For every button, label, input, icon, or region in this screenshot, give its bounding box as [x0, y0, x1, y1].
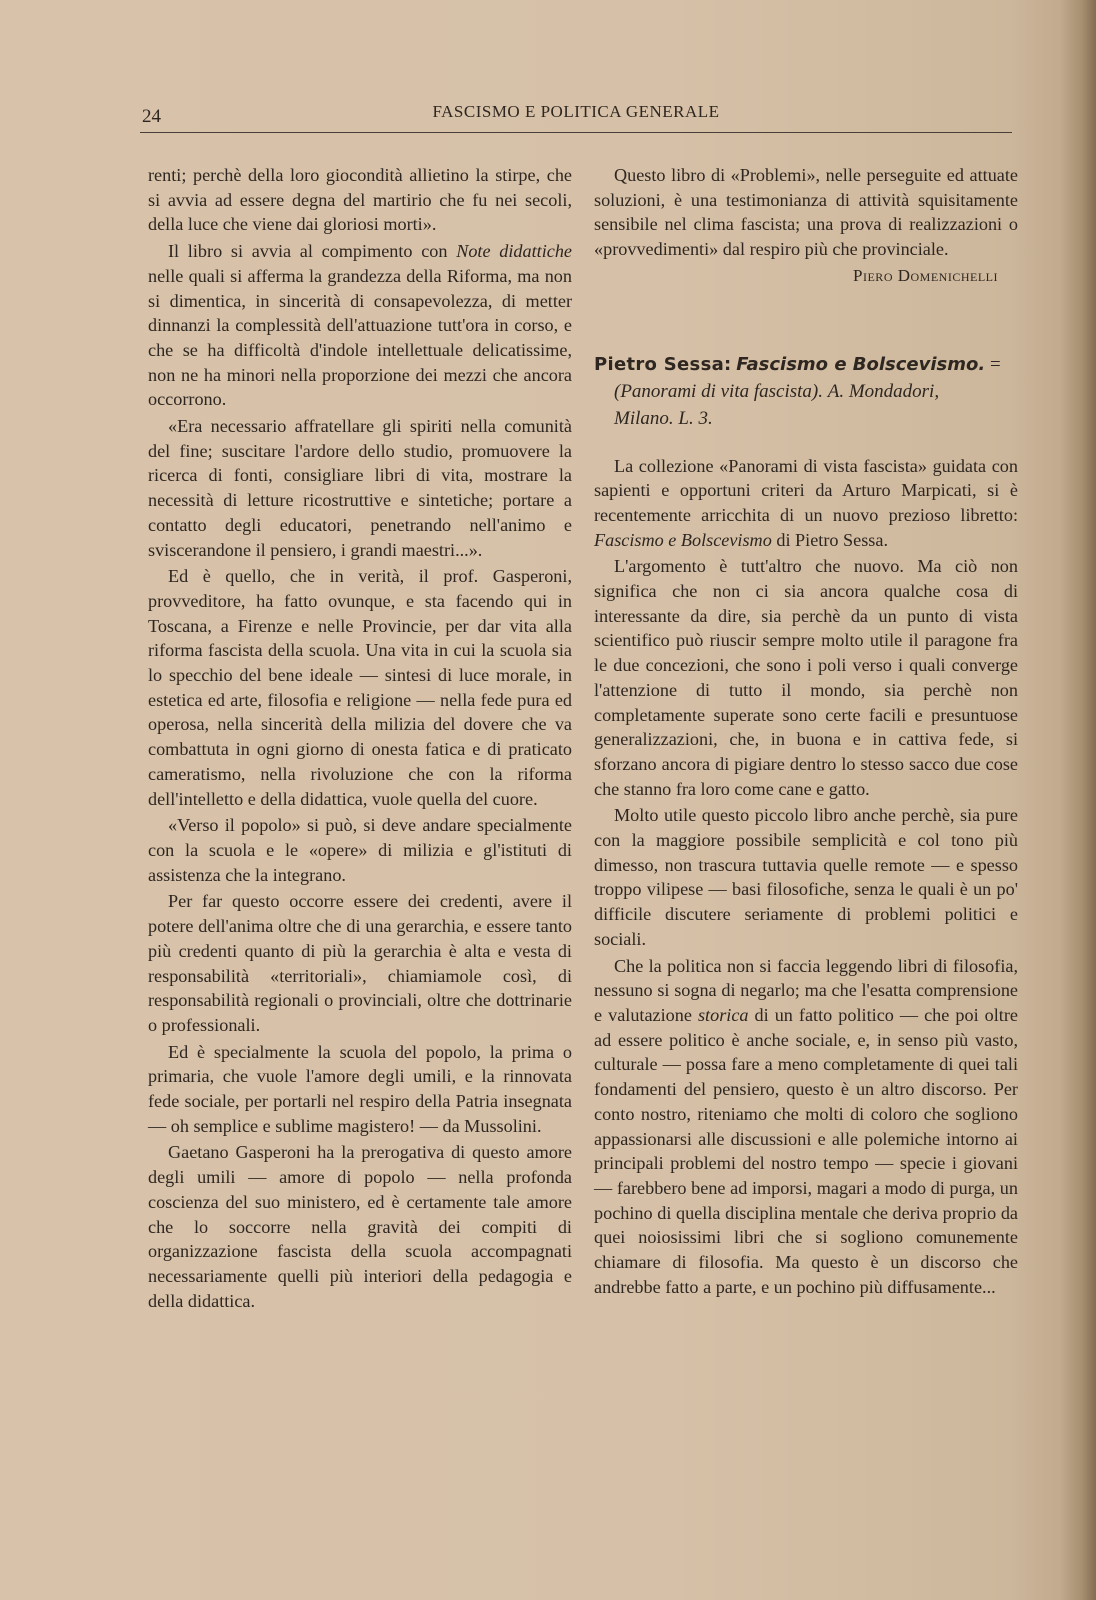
text-run: nelle quali si afferma la grandezza della Riforma, ma non si dimentica, in sincerità di consapevolezza, di metter dinnanzi la complessità dell'attuazione tutt'ora in corso, e che se ha difficoltà d'indole intellettuale delicatissime, non ne ha minori nella proporzione dei mezzi che ancora occorrono. [148, 265, 572, 410]
page-edge-shadow [1060, 0, 1096, 1600]
paragraph: Ed è specialmente la scuola del popolo, la prima o primaria, che vuole l'amore degli umili, e la rinnovata fede sociale, per portarli nel respiro della Patria insegnata — oh semplice e sublime magistero! — da Mussolini. [148, 1041, 572, 1136]
paragraph: Gaetano Gasperoni ha la prerogativa di questo amore degli umili — amore di popolo — nella profonda coscienza del suo ministero, ed è certamente tale amore che lo soccorre nella gravità dei compiti di organizzazione fascista della scuola accompagnati necessariamente quelli più interiori della pedagogia e della didattica. [148, 1142, 572, 1311]
page-number: 24 [142, 106, 161, 127]
text-run: di Pietro Sessa. [771, 529, 888, 550]
paragraph: Molto utile questo piccolo libro anche perchè, sia pure con la maggiore possibile semplicità e col tono più dimesso, non trascura tuttavia quelle remote — e spesso troppo vilipese — basi filosofiche, senza le quali è un po' difficile discutere seriamente di problemi politici e sociali. [594, 805, 1018, 949]
review-heading [594, 351, 1018, 432]
italic-title: Note didattiche [456, 241, 572, 262]
italic-title: Fascismo e Bolscevismo [594, 529, 772, 550]
running-head: FASCISMO E POLITICA GENERALE [432, 102, 720, 121]
italic-word: storica [697, 1004, 749, 1025]
paragraph [594, 454, 1018, 553]
paragraph: Questo libro di «Problemi», nelle perseguite ed attuate soluzioni, è una testimonianza di attività squisitamente sensibile nel clima fascista; una prova di realizzazioni o «provvedimenti» dal respiro più che provinciale. [594, 165, 1018, 260]
text-run: di un fatto politico — che poi oltre ad essere politico è anche sociale, e, in senso più vasto, culturale — possa fare a meno completamente di quei tali fondamenti del pensiero, questo è un altro discorso. Per conto nostro, riteniamo che molti di coloro che sogliono appassionarsi alle discussioni e alle polemiche intorno ai principali problemi del nostro tempo — specie i giovani — farebbero bene ad imporsi, magari a modo di purga, un pochino di quella disciplina mentale che deriva proprio da quei noiosissimi libri che si sogliono comunemente chiamare di filosofia. Ma questo è un discorso che andrebbe fatto a parte, e un pochino più diffusamente... [594, 1004, 1018, 1297]
paragraph: «Verso il popolo» si può, si deve andare specialmente con la scuola e le «opere» di milizia e gl'istituti di assistenza che la integrano. [148, 815, 572, 885]
review-series: (Panorami di vita fascista). [614, 380, 823, 402]
page-header [140, 98, 1012, 133]
review-book-title: Fascismo e Bolscevismo. [736, 353, 986, 375]
paragraph: renti; perchè della loro giocondità allietino la stirpe, che si avvia ad essere degna del martirio che fu nei secoli, della luce che viene dai gloriosi morti». [148, 165, 572, 235]
review-dash: = [989, 353, 1001, 375]
paragraph [148, 239, 572, 412]
paragraph: Per far questo occorre essere dei credenti, avere il potere dell'anima oltre che di una gerarchia, e essere tanto più credenti quanto di più la gerarchia è alta e vesta di responsabilità «territoriali», chiamiamole così, di responsabilità regionali o provinciali, oltre che dottrinarie o professionali. [148, 891, 572, 1035]
paragraph: «Era necessario affratellare gli spiriti nella comunità del fine; suscitare l'ardore dello studio, promuovere la ricerca di fonti, consigliare libri di vita, mostrare la necessità di letture ricostruttive e sintetiche; portare a contatto degli educatori, penetrando nell'animo e sviscerandone il pensiero, i grandi maestri...». [148, 416, 572, 560]
paragraph [594, 954, 1018, 1300]
review-author: Pietro Sessa: [594, 353, 732, 375]
paragraph: Ed è quello, che in verità, il prof. Gasperoni, provveditore, ha fatto ovunque, e sta facendo qui in Toscana, a Firenze e nelle Provincie, per dar vita alla riforma fascista della scuola. Una vita in cui la scuola sia lo specchio del bene ideale — sintesi di luce morale, in estetica ed arte, filosofia e religione — nella fede pura ed operosa, nella sincerità della milizia del dovere che va combattuta in ogni giorno di onesta fatica e di praticato cameratismo, nella rivoluzione che con la riforma dell'intelletto e della didattica, vuole quella del cuore. [148, 566, 572, 809]
text-run: La collezione «Panorami di vista fascista» guidata con sapienti e opportuni criteri da Arturo Marpicati, si è recentemente arricchita di un nuovo prezioso libretto: [594, 455, 1018, 525]
text-run: Che la politica non si faccia leggendo libri di filosofia, nessuno si sogna di negarlo; ma che l'esatta comprensione e valutazione [594, 955, 1018, 1025]
paragraph: L'argomento è tutt'altro che nuovo. Ma ciò non significa che non ci sia ancora qualche cosa di interessante da dire, sia perchè da un punto di vista scientifico può riuscir sempre molto utile il paragone fra le due concezioni, che sono i poli verso i quali converge l'attenzione di tutto il mondo, sia perchè non completamente superate sono certe facili e presuntuose generalizzazioni, che, in buona e in cattiva fede, si sforzano ancora di pigiare dentro lo stesso sacco due cose che stanno fra loro come cane e gatto. [594, 556, 1018, 799]
text-run: Il libro si avvia al compimento con [168, 241, 457, 262]
review-publication-line [594, 378, 1018, 405]
review-place-price: Milano. L. 3. [614, 407, 713, 429]
review-publisher: A. Mondadori, [827, 380, 940, 402]
left-column [148, 163, 572, 1315]
right-column [594, 163, 1018, 1301]
signature: Piero Domenichelli [853, 265, 998, 285]
